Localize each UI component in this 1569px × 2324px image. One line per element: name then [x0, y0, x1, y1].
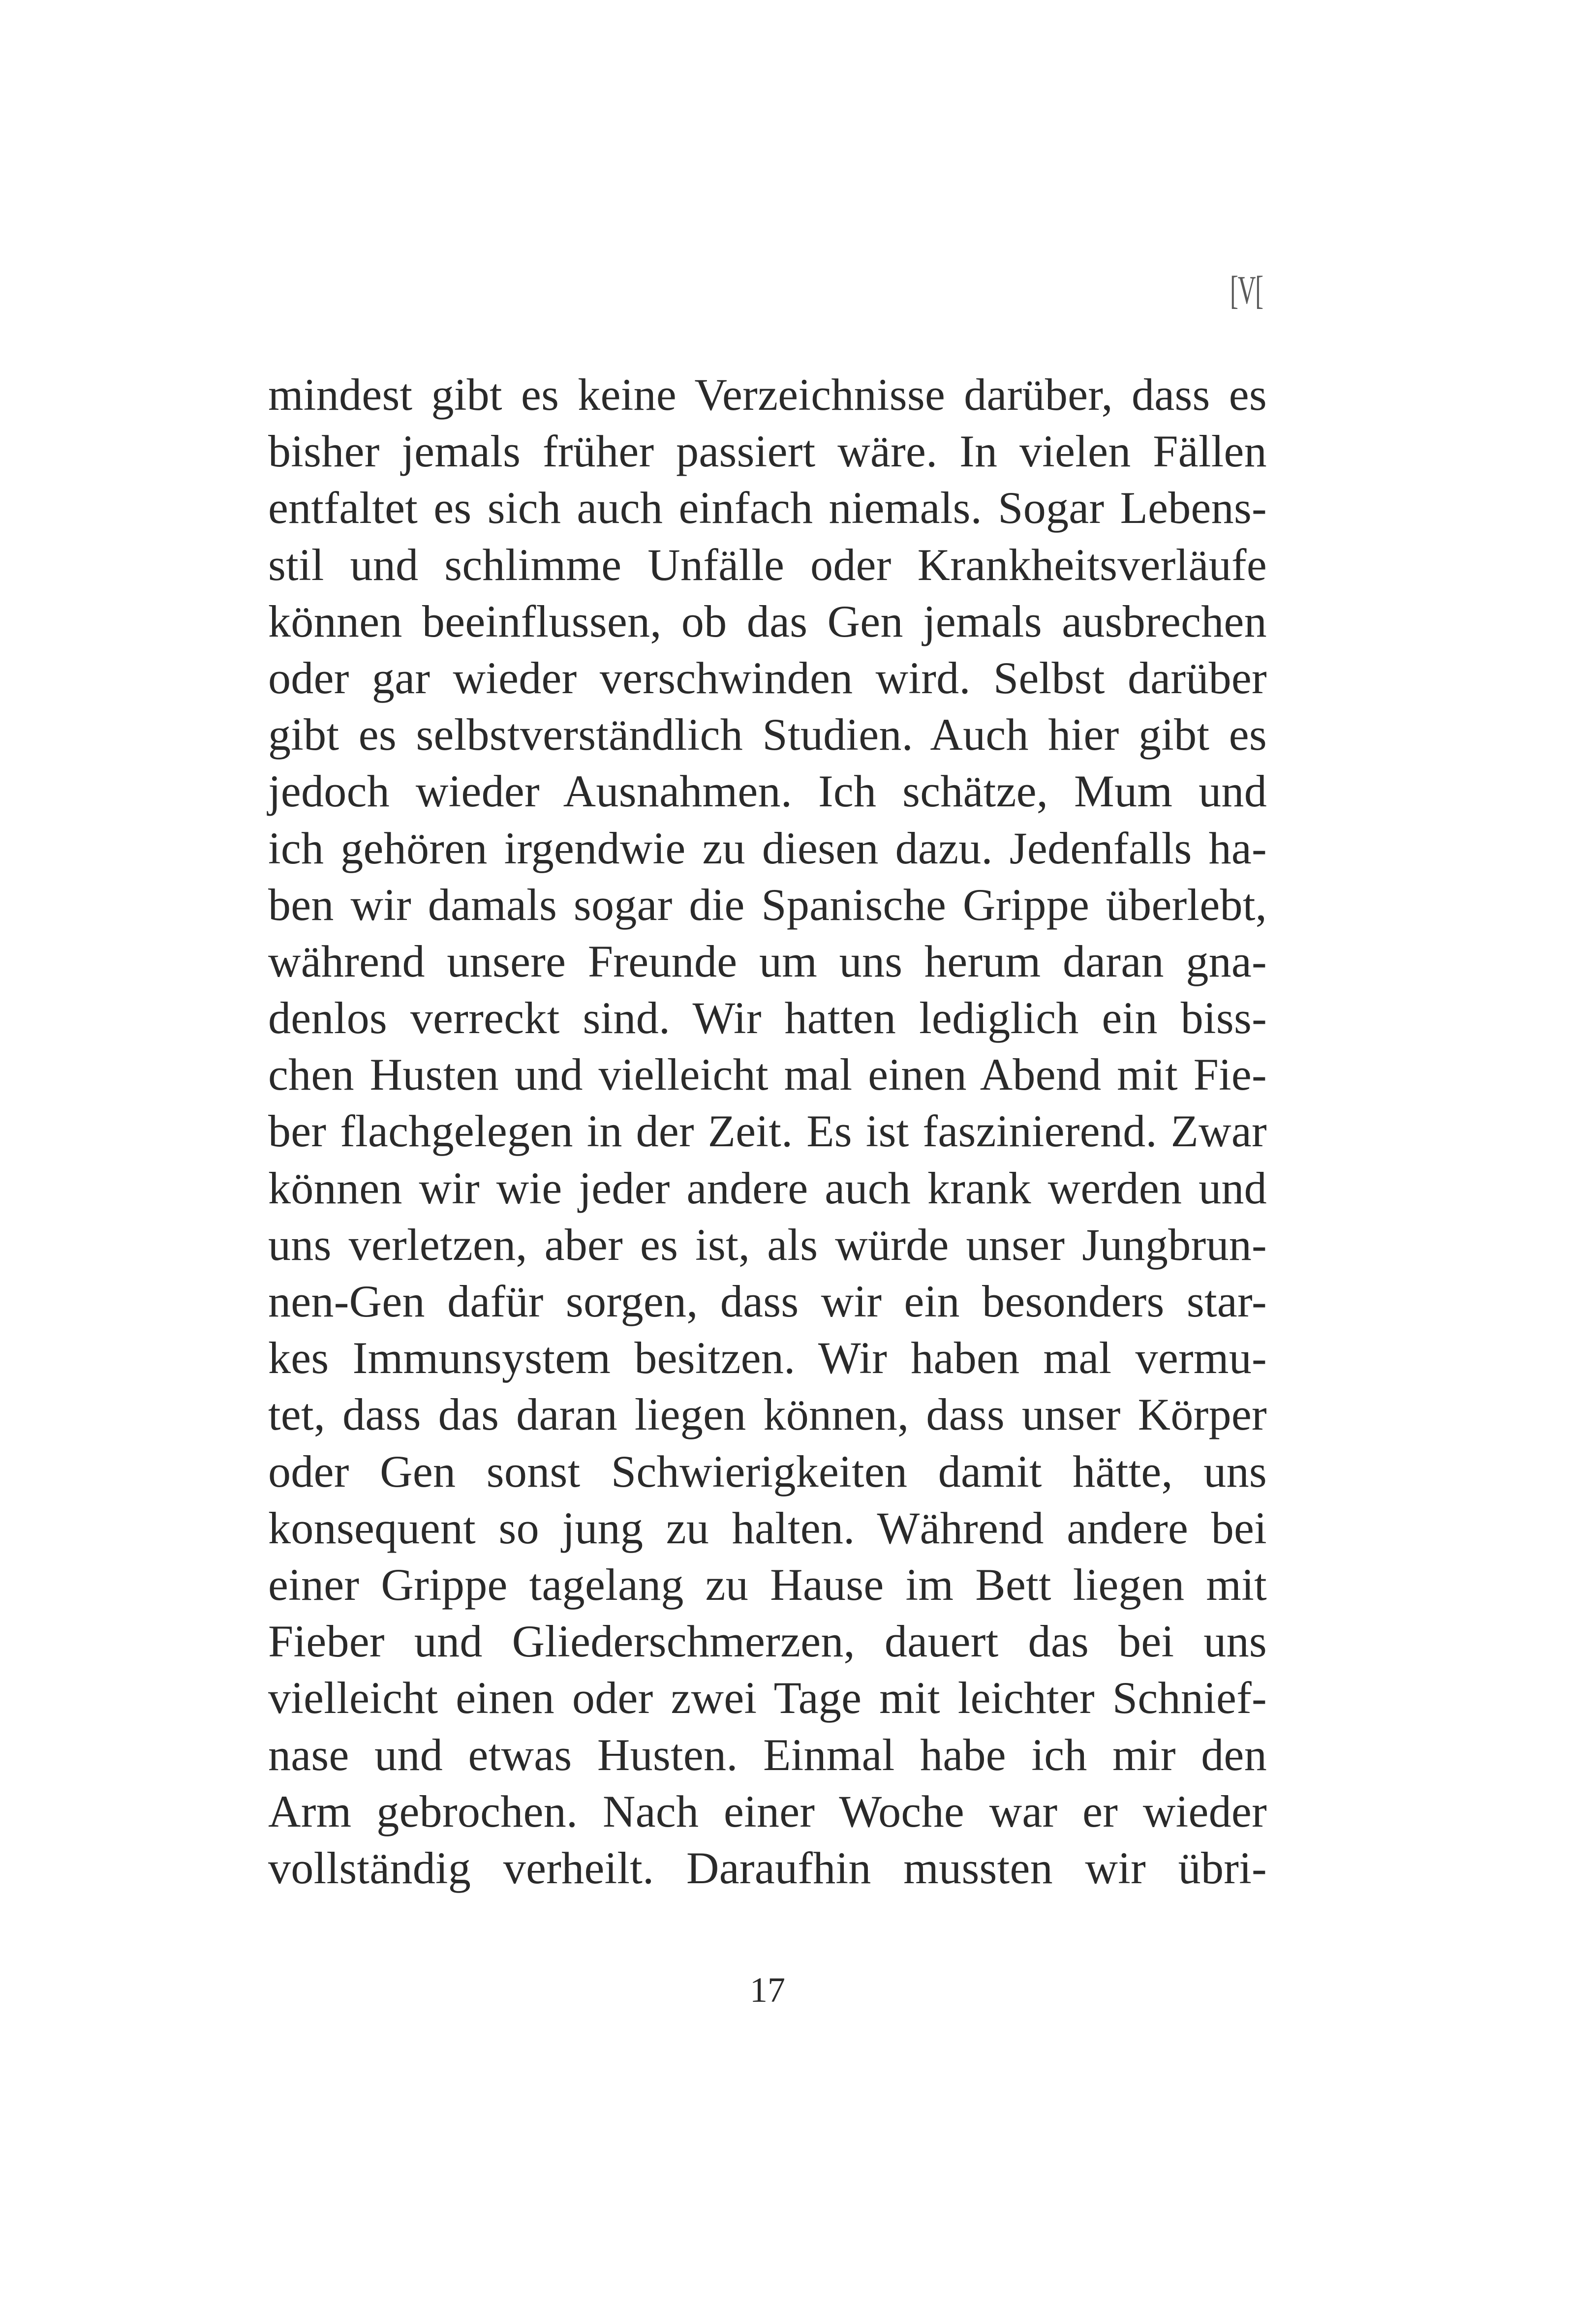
text-line: während unsere Freunde um uns herum daran gna- [268, 936, 1267, 986]
text-line: ber flachgelegen in der Zeit. Es ist faszinierend. Zwar [268, 1106, 1267, 1157]
text-line: jedoch wieder Ausnahmen. Ich schätze, Mum und [268, 766, 1267, 817]
text-line: entfaltet es sich auch einfach niemals. Sogar Lebens- [268, 483, 1267, 533]
text-line: kes Immunsystem besitzen. Wir haben mal vermu- [268, 1333, 1267, 1383]
text-line: können beeinflussen, ob das Gen jemals ausbrechen [268, 596, 1267, 646]
text-line: gibt es selbstverständlich Studien. Auch hier gibt es [268, 709, 1267, 760]
text-line: ben wir damals sogar die Spanische Grippe überlebt, [268, 879, 1267, 930]
text-line: vollständig verheilt. Daraufhin mussten wir übri- [268, 1842, 1267, 1893]
body-text [268, 367, 1267, 1896]
text-line: Arm gebrochen. Nach einer Woche war er wieder [268, 1786, 1267, 1836]
text-line: tet, dass das daran liegen können, dass unser Körper [268, 1389, 1267, 1440]
text-line: chen Husten und vielleicht mal einen Abend mit Fie- [268, 1049, 1267, 1100]
text-line: oder gar wieder verschwinden wird. Selbst darüber [268, 652, 1267, 703]
text-line: nen-Gen dafür sorgen, dass wir ein besonders star- [268, 1276, 1267, 1326]
text-line: uns verletzen, aber es ist, als würde unser Jungbrun- [268, 1219, 1267, 1270]
text-line: bisher jemals früher passiert wäre. In vielen Fällen [268, 426, 1267, 477]
text-line: oder Gen sonst Schwierigkeiten damit hätte, uns [268, 1446, 1267, 1497]
text-line: können wir wie jeder andere auch krank werden und [268, 1162, 1267, 1213]
text-line: stil und schlimme Unfälle oder Krankheitsverläufe [268, 539, 1267, 590]
text-line: mindest gibt es keine Verzeichnisse darüber, dass es [268, 369, 1267, 420]
text-line: nase und etwas Husten. Einmal habe ich mir den [268, 1729, 1267, 1780]
text-line: einer Grippe tagelang zu Hause im Bett liegen mit [268, 1559, 1267, 1610]
text-line: vielleicht einen oder zwei Tage mit leichter Schnief- [268, 1673, 1267, 1723]
text-line: konsequent so jung zu halten. Während andere bei [268, 1502, 1267, 1553]
text-line: ich gehören irgendwie zu diesen dazu. Jedenfalls ha- [268, 823, 1267, 873]
page-number: 17 [750, 1970, 785, 2010]
running-head: [V[ [1230, 268, 1263, 312]
text-line: Fieber und Gliederschmerzen, dauert das bei uns [268, 1616, 1267, 1667]
text-line: denlos verreckt sind. Wir hatten lediglich ein biss- [268, 993, 1267, 1043]
